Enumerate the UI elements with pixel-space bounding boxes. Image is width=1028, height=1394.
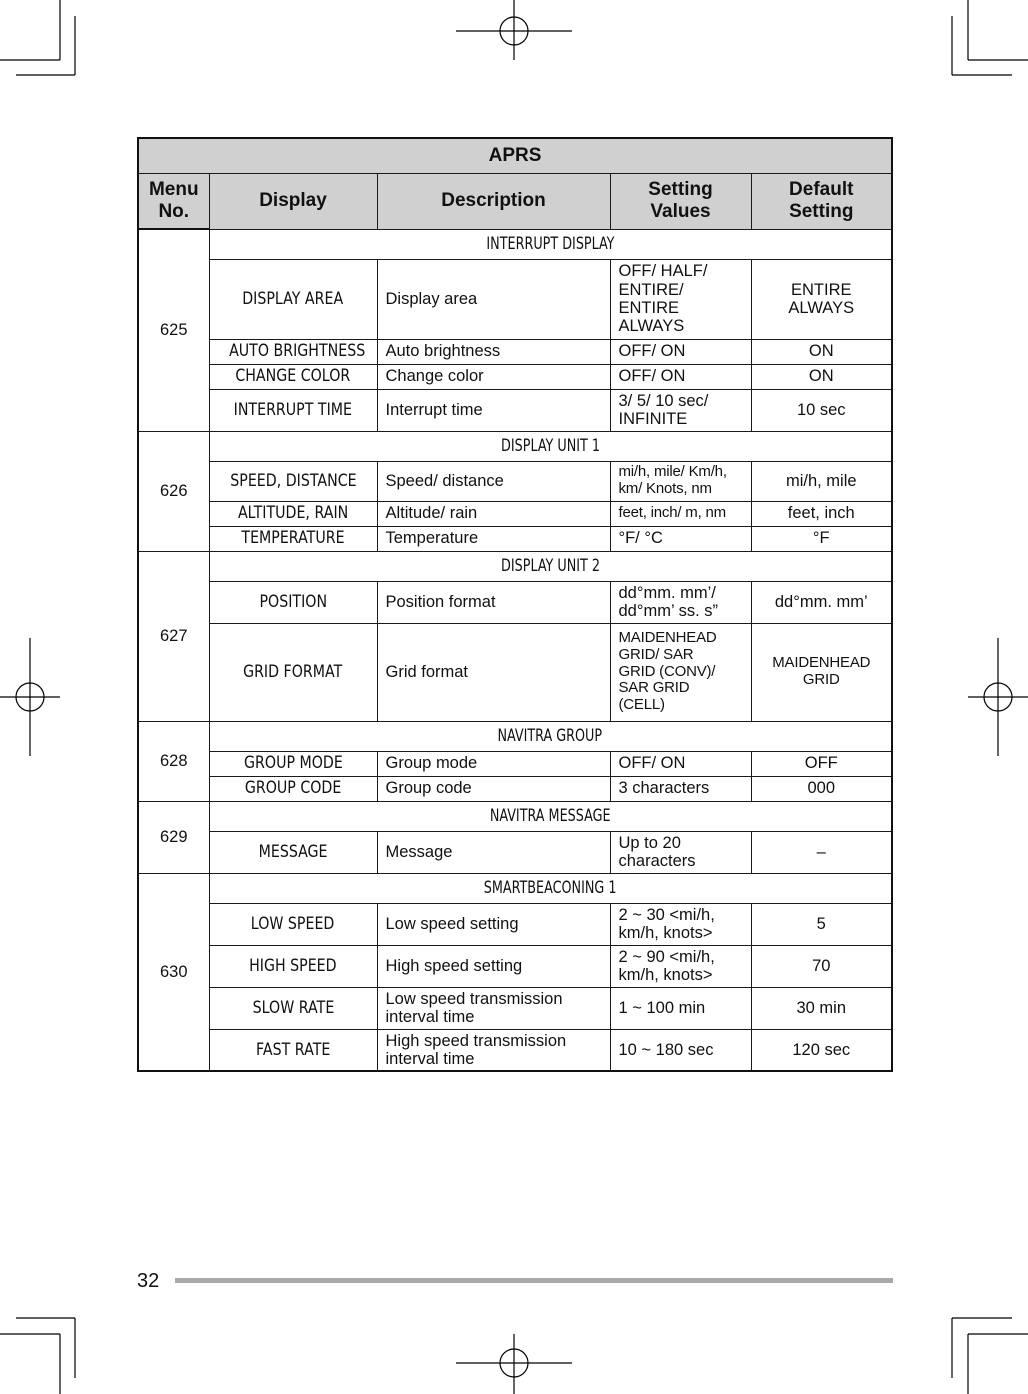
description: Speed/ distance <box>377 461 610 501</box>
default-setting: 120 sec <box>751 1029 892 1071</box>
group-title-row <box>138 873 892 903</box>
title-row <box>138 138 892 174</box>
default-setting: ENTIRE ALWAYS <box>751 259 892 339</box>
display-name-cell <box>209 461 377 501</box>
default-setting: OFF <box>751 751 892 776</box>
display-name-cell <box>209 987 377 1029</box>
default-setting: °F <box>751 526 892 551</box>
aprs-table <box>137 137 893 1072</box>
group-title <box>209 551 892 581</box>
setting-values: 1 ~ 100 min <box>610 987 751 1029</box>
display-name: SLOW RATE <box>252 997 334 1017</box>
group-title-text: INTERRUPT DISPLAY <box>486 233 615 253</box>
description: Altitude/ rain <box>377 501 610 526</box>
table-row <box>138 751 892 776</box>
display-name-cell <box>209 1029 377 1071</box>
table-row <box>138 623 892 721</box>
setting-values: 2 ~ 90 <mi/h, km/h, knots> <box>610 945 751 987</box>
description: Change color <box>377 364 610 389</box>
display-name-cell <box>209 623 377 721</box>
display-name: AUTO BRIGHTNESS <box>228 341 365 361</box>
table-row <box>138 461 892 501</box>
setting-values: OFF/ HALF/ ENTIRE/ ENTIRE ALWAYS <box>610 259 751 339</box>
group-title-row <box>138 801 892 831</box>
default-setting: 000 <box>751 776 892 801</box>
setting-values: 2 ~ 30 <mi/h, km/h, knots> <box>610 903 751 945</box>
table-row <box>138 776 892 801</box>
display-name-cell <box>209 831 377 873</box>
default-setting: dd°mm. mm’ <box>751 581 892 623</box>
display-name-cell <box>209 339 377 364</box>
group-title-row <box>138 229 892 259</box>
setting-values: OFF/ ON <box>610 339 751 364</box>
table-row <box>138 903 892 945</box>
description: Message <box>377 831 610 873</box>
menu-number: 627 <box>138 551 209 721</box>
header-display: Display <box>209 174 377 230</box>
description: Group mode <box>377 751 610 776</box>
display-name: HIGH SPEED <box>249 955 337 975</box>
display-name: MESSAGE <box>258 841 328 861</box>
group-title-text: DISPLAY UNIT 1 <box>500 435 600 455</box>
header-menu-no: Menu No. <box>138 174 209 230</box>
default-setting: feet, inch <box>751 501 892 526</box>
display-name-cell <box>209 903 377 945</box>
setting-values: OFF/ ON <box>610 364 751 389</box>
display-name-cell <box>209 581 377 623</box>
header-row <box>138 174 892 230</box>
description: Display area <box>377 259 610 339</box>
display-name: GROUP MODE <box>243 753 343 773</box>
group-title <box>209 873 892 903</box>
display-name-cell <box>209 945 377 987</box>
display-name: TEMPERATURE <box>241 528 345 548</box>
description: Position format <box>377 581 610 623</box>
setting-values: MAIDENHEAD GRID/ SAR GRID (CONV)/ SAR GRID (CELL) <box>610 623 751 721</box>
description: Temperature <box>377 526 610 551</box>
menu-number: 625 <box>138 229 209 431</box>
description: Grid format <box>377 623 610 721</box>
footer-rule <box>175 1278 893 1283</box>
description: Auto brightness <box>377 339 610 364</box>
setting-values: 3 characters <box>610 776 751 801</box>
table-row <box>138 987 892 1029</box>
setting-values: °F/ °C <box>610 526 751 551</box>
default-setting: mi/h, mile <box>751 461 892 501</box>
setting-values: 10 ~ 180 sec <box>610 1029 751 1071</box>
display-name: GROUP CODE <box>244 778 342 798</box>
description: Group code <box>377 776 610 801</box>
display-name: POSITION <box>259 591 327 611</box>
display-name: LOW SPEED <box>251 913 335 933</box>
default-setting: ON <box>751 364 892 389</box>
setting-values: feet, inch/ m, nm <box>610 501 751 526</box>
header-description: Description <box>377 174 610 230</box>
display-name: FAST RATE <box>255 1039 331 1059</box>
display-name-cell <box>209 259 377 339</box>
group-title-text: DISPLAY UNIT 2 <box>500 555 600 575</box>
default-setting: 10 sec <box>751 389 892 431</box>
setting-values: 3/ 5/ 10 sec/ INFINITE <box>610 389 751 431</box>
group-title-row <box>138 431 892 461</box>
default-setting: 70 <box>751 945 892 987</box>
menu-number: 626 <box>138 431 209 551</box>
group-title-text: SMARTBEACONING 1 <box>483 877 617 897</box>
group-title <box>209 721 892 751</box>
display-name: INTERRUPT TIME <box>233 399 353 419</box>
table-row <box>138 581 892 623</box>
group-title-row <box>138 721 892 751</box>
default-setting: MAIDENHEAD GRID <box>751 623 892 721</box>
default-setting: 5 <box>751 903 892 945</box>
table-row <box>138 831 892 873</box>
menu-number: 629 <box>138 801 209 873</box>
display-name-cell <box>209 501 377 526</box>
menu-number: 628 <box>138 721 209 801</box>
description: Low speed transmission interval time <box>377 987 610 1029</box>
table-row <box>138 364 892 389</box>
display-name-cell <box>209 751 377 776</box>
table-title: APRS <box>138 138 892 174</box>
display-name-cell <box>209 526 377 551</box>
display-name: ALTITUDE, RAIN <box>237 503 349 523</box>
header-setting-values: Setting Values <box>610 174 751 230</box>
description: Interrupt time <box>377 389 610 431</box>
description: Low speed setting <box>377 903 610 945</box>
menu-number: 630 <box>138 873 209 1071</box>
setting-values: mi/h, mile/ Km/h, km/ Knots, nm <box>610 461 751 501</box>
display-name: CHANGE COLOR <box>235 366 351 386</box>
display-name-cell <box>209 389 377 431</box>
table-row <box>138 1029 892 1071</box>
setting-values: OFF/ ON <box>610 751 751 776</box>
group-title-text: NAVITRA MESSAGE <box>489 805 611 825</box>
group-title-text: NAVITRA GROUP <box>497 725 603 745</box>
group-title <box>209 801 892 831</box>
table-row <box>138 389 892 431</box>
display-name: GRID FORMAT <box>243 661 343 681</box>
header-default-setting: Default Setting <box>751 174 892 230</box>
description: High speed transmission interval time <box>377 1029 610 1071</box>
group-title-row <box>138 551 892 581</box>
group-title <box>209 431 892 461</box>
display-name-cell <box>209 364 377 389</box>
display-name: SPEED, DISTANCE <box>229 470 357 490</box>
table-row <box>138 339 892 364</box>
default-setting: 30 min <box>751 987 892 1029</box>
setting-values: dd°mm. mm’/ dd°mm’ ss. s” <box>610 581 751 623</box>
table-row <box>138 259 892 339</box>
aprs-table-body <box>138 138 892 1071</box>
description: High speed setting <box>377 945 610 987</box>
table-row <box>138 501 892 526</box>
page-number: 32 <box>137 1270 160 1292</box>
display-name-cell <box>209 776 377 801</box>
default-setting: – <box>751 831 892 873</box>
group-title <box>209 229 892 259</box>
setting-values: Up to 20 characters <box>610 831 751 873</box>
default-setting: ON <box>751 339 892 364</box>
table-row <box>138 526 892 551</box>
table-row <box>138 945 892 987</box>
display-name: DISPLAY AREA <box>242 288 344 308</box>
